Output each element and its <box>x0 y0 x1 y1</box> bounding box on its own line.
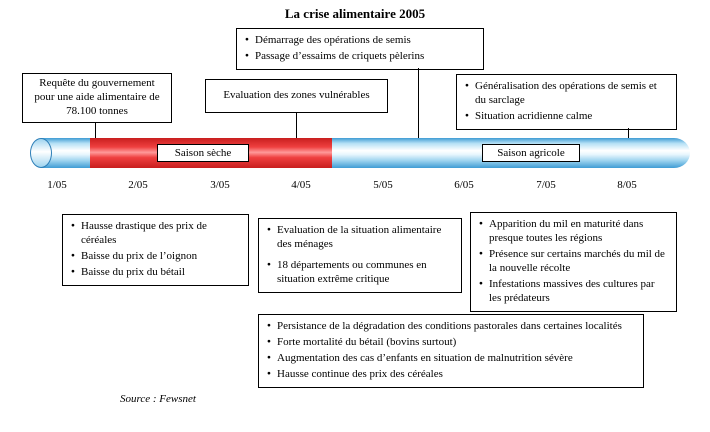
season-label-dry: Saison sèche <box>157 144 249 162</box>
bullet-item: ● Baisse du prix du bétail <box>70 266 241 280</box>
bullet-item: ● Hausse drastique des prix de céréales <box>70 220 241 248</box>
source-note: Source : Fewsnet <box>120 393 196 405</box>
annotation-box-semis <box>236 28 484 70</box>
bullet-item: ● Forte mortalité du bétail (bovins surtout) <box>266 336 636 350</box>
annotation-box-evaluation <box>205 79 388 113</box>
annotation-box-generalisation <box>456 74 677 130</box>
page-title: La crise alimentaire 2005 <box>284 6 426 21</box>
month-label: 8/05 <box>617 179 637 191</box>
month-label: 4/05 <box>291 179 311 191</box>
annotation-text: Requête du gouvernement pour une aide alimentaire de 78.100 tonnes <box>34 77 160 117</box>
connector-line <box>95 123 96 138</box>
bullet-item: ● Baisse du prix de l’oignon <box>70 250 241 264</box>
bullet-item: ● Passage d’essaims de criquets pèlerins <box>244 50 476 64</box>
season-label-agricole: Saison agricole <box>482 144 580 162</box>
month-label: 3/05 <box>210 179 230 191</box>
bullet-item: ● Présence sur certains marchés du mil de la nouvelle récolte <box>478 248 669 276</box>
month-label: 5/05 <box>373 179 393 191</box>
annotation-box-prices <box>62 214 249 286</box>
month-label: 7/05 <box>536 179 556 191</box>
timeline-bar-left-cap <box>30 138 52 168</box>
bullet-item: ● 18 départements ou communes en situation extrême critique <box>266 259 454 287</box>
bullet-item: ● Généralisation des opérations de semis et du sarclage <box>464 80 669 108</box>
annotation-box-menages <box>258 218 462 293</box>
timeline-bar <box>30 138 690 168</box>
bullet-item: ● Infestations massives des cultures par les prédateurs <box>478 278 669 306</box>
annotation-box-request <box>22 73 172 123</box>
connector-line <box>628 128 629 138</box>
bullet-item: ● Augmentation des cas d’enfants en situation de malnutrition sévère <box>266 352 636 366</box>
month-label: 1/05 <box>47 179 67 191</box>
connector-line <box>296 113 297 138</box>
month-axis <box>0 179 710 193</box>
bullet-item: ● Démarrage des opérations de semis <box>244 34 476 48</box>
annotation-text: Evaluation des zones vulnérables <box>223 89 370 102</box>
bullet-item: ● Apparition du mil en maturité dans presque toutes les régions <box>478 218 669 246</box>
bullet-item: ● Hausse continue des prix des céréales <box>266 368 636 382</box>
month-label: 6/05 <box>454 179 474 191</box>
month-label: 2/05 <box>128 179 148 191</box>
connector-line <box>418 68 419 138</box>
bullet-item: ● Situation acridienne calme <box>464 110 669 124</box>
annotation-box-degradation <box>258 314 644 388</box>
bullet-item: ● Persistance de la dégradation des conditions pastorales dans certaines localités <box>266 320 636 334</box>
annotation-box-recolte <box>470 212 677 312</box>
bullet-item: ● Evaluation de la situation alimentaire des ménages <box>266 224 454 252</box>
